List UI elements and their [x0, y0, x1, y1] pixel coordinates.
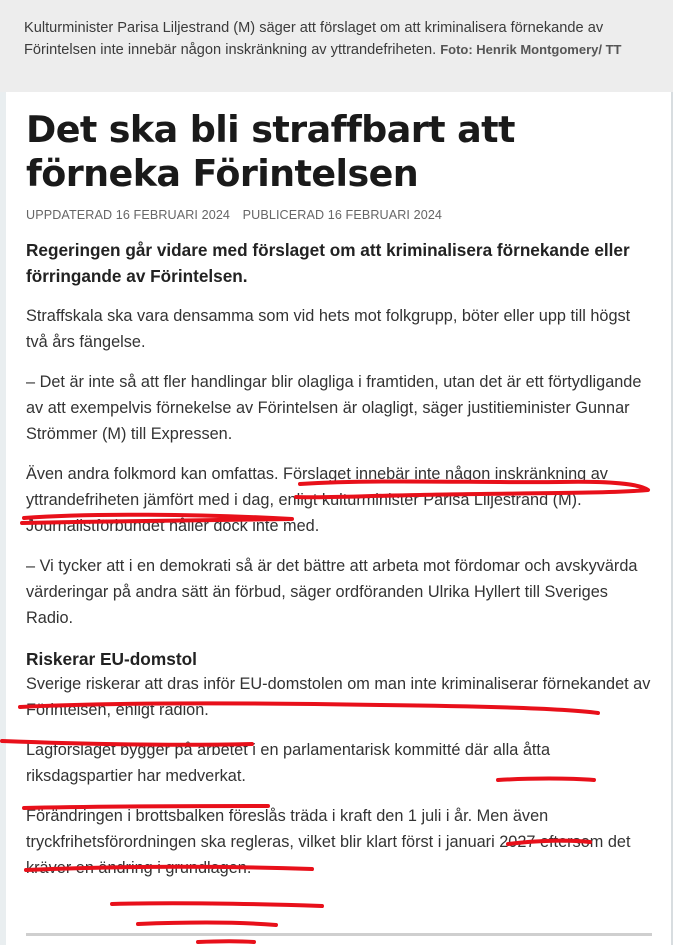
article-title: Det ska bli straffbart att förneka Förintelsen: [26, 108, 515, 195]
photo-credit: Foto: Henrik Montgomery/ TT: [440, 42, 622, 57]
article: [6, 92, 673, 945]
paragraph: Lagförslaget bygger på arbetet i en parlamentarisk kommitté där alla åtta riksdagspartier har medverkat.: [26, 741, 550, 785]
caption-text: Kulturminister Parisa Liljestrand (M) säger att förslaget om att kriminalisera förnekande av Förintelsen inte innebär någon inskränkning av yttrandefriheten.: [24, 20, 604, 58]
article-lead: Regeringen går vidare med förslaget om att kriminalisera förnekande eller förringande av Förintelsen.: [26, 240, 630, 286]
paragraph: Straffskala ska vara densamma som vid hets mot folkgrupp, böter eller upp till högst två års fängelse.: [26, 307, 631, 351]
article-content: [26, 108, 656, 895]
article-dates: [26, 208, 656, 222]
paragraph: Förändringen i brottsbalken föreslås träda i kraft den 1 juli i år. Men även tryckfrihetsförordningen ska regleras, vilket blir klart först i januari 2027 eftersom det kräver en ändring i grundlagen.: [26, 807, 631, 877]
paragraph: – Vi tycker att i en demokrati så är det bättre att arbeta mot fördomar och avskyvärda värderingar på andra sätt än förbud, säger ordföranden Ulrika Hyllert till Sveriges Radio.: [26, 557, 638, 627]
paragraph: Sverige riskerar att dras inför EU-domstolen om man inte kriminaliserar förnekandet av Förintelsen, enligt radion.: [26, 675, 651, 719]
published-date: PUBLICERAD 16 FEBRUARI 2024: [242, 208, 443, 222]
updated-date: UPPDATERAD 16 FEBRUARI 2024: [26, 208, 231, 222]
divider: [26, 933, 652, 936]
image-caption: [0, 0, 673, 92]
paragraph: – Det är inte så att fler handlingar blir olagliga i framtiden, utan det är ett förtydligande av att exempelvis förnekelse av Förintelsen är olagligt, säger justitieminister Gunnar Strömmer (M) till Expressen.: [26, 373, 642, 443]
paragraph: Även andra folkmord kan omfattas. Förslaget innebär inte någon inskränkning av yttrandefriheten jämfört med i dag, enligt kulturminister Parisa Liljestrand (M). Journalistförbundet håller dock inte med.: [26, 465, 608, 535]
subheading: Riskerar EU-domstol: [26, 649, 197, 669]
